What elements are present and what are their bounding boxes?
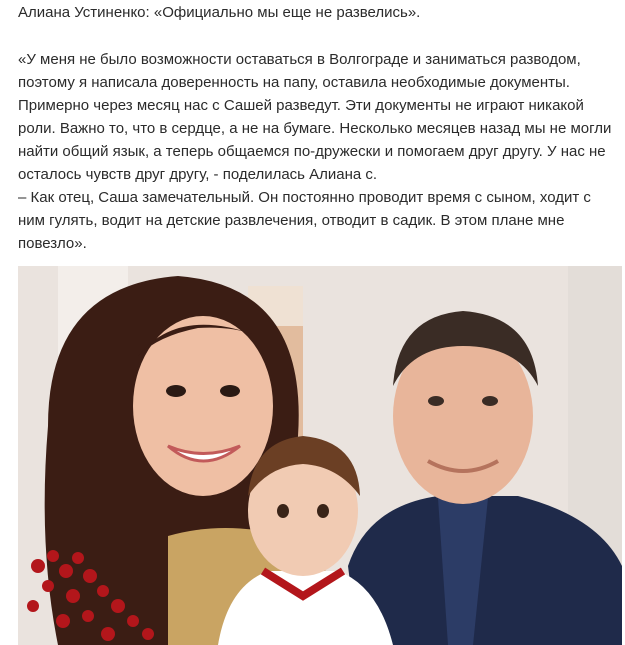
quote-line: ним гулять, водит на детские развлечения, отводит в садик. В этом плане мне (18, 212, 565, 229)
quote-line: найти общий язык, а теперь общаемся по-дружески и помогаем друг другу. У нас не (18, 143, 606, 160)
article-text (18, 0, 618, 255)
quote-line: осталось чувств друг другу, - поделилась Алиана с. (18, 166, 378, 183)
article-lead: Алиана Устиненко: «Официально мы еще не развелись». (18, 4, 421, 21)
quote-line: повезло». (18, 235, 87, 252)
family-photo (18, 266, 622, 645)
quote-line: Примерно через месяц нас с Сашей разведут. Эти документы не играют никакой (18, 97, 584, 114)
quote-line: «У меня не было возможности оставаться в Волгограде и заниматься разводом, (18, 51, 581, 68)
article-quote (18, 48, 618, 255)
quote-line: – Как отец, Саша замечательный. Он постоянно проводит время с сыном, ходит с (18, 189, 591, 206)
family-photo-illustration (18, 266, 622, 645)
quote-line: поэтому я написала доверенность на папу, оставила необходимые документы. (18, 74, 570, 91)
quote-line: роли. Важно то, что в сердце, а не на бумаге. Несколько месяцев назад мы не могли (18, 120, 612, 137)
